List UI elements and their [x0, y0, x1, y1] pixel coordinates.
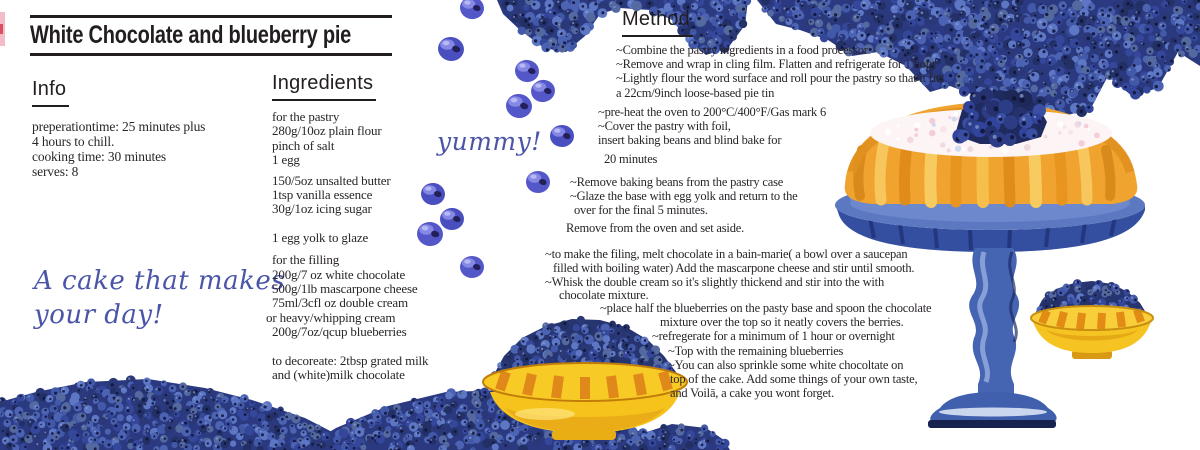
method-step: chocolate mixture. [559, 287, 649, 302]
method-paragraph [616, 43, 1200, 100]
method-step: ~pre-heat the oven to 200°C/400°F/Gas mark 6 [598, 105, 827, 119]
ingredient-line: for the pastry [272, 109, 340, 124]
method-heading: Method [622, 8, 693, 37]
yummy-script: yummy! [437, 127, 542, 156]
method-step: 20 minutes [604, 151, 658, 166]
ingredient-line: 200g/7oz/qcup blueberries [272, 324, 407, 340]
ingredient-line: 200g/7 oz white chocolate [272, 266, 406, 282]
method-step: ~Remove baking beans from the pastry case [570, 175, 784, 189]
method-step: ~Whisk the double cream so it's slightly thickend and stir into the with [545, 275, 885, 290]
ingredient-line: to decoreate: 2tbsp grated milk [272, 352, 429, 368]
recipe-title-block [30, 15, 392, 56]
pink-paint-mark [0, 12, 5, 46]
method-step: ~Lightly flour the word surface and roll pour the pastry so that it fits [616, 71, 945, 86]
info-line: cooking time: 30 minutes [32, 149, 167, 164]
ingredient-line: 1tsp vanilla essence [272, 187, 373, 203]
info-line: 4 hours to chill. [32, 134, 115, 149]
method-heading-block [622, 8, 693, 37]
info-heading: Info [32, 78, 69, 107]
method-step: ~Top with the remaining blueberries [668, 343, 844, 358]
method-step: ~Remove and wrap in cling film. Flatten and refrigerate for 1 hour [616, 57, 936, 72]
tagline-line: A cake that makes [34, 266, 286, 296]
ingredient-line: or heavy/whipping cream [266, 309, 396, 325]
tagline-script [34, 264, 285, 332]
ingredients-section [266, 72, 472, 383]
method-step: top of the cake. Add some things of your own taste, [670, 372, 918, 387]
method-step: ~refregerate for a minimum of 1 hour or overnight [652, 329, 895, 344]
tagline-line: your day! [34, 300, 164, 330]
info-section [32, 78, 282, 179]
method-paragraph [540, 301, 1200, 400]
ingredient-line: for the filling [272, 252, 340, 268]
ingredients-heading: Ingredients [272, 72, 376, 101]
method-paragraph [566, 175, 1200, 235]
method-paragraph [545, 247, 1200, 301]
method-step: ~to make the filing, melt chocolate in a bain-marie( a bowl over a saucepan [545, 247, 908, 261]
method-step: ~You can also sprinkle some white chocoltate on [668, 357, 904, 372]
method-step: filled with boiling water) Add the mascarpone cheese and stir until smooth. [553, 261, 915, 276]
method-step: mixture over the top so it neatly covers the berries. [660, 315, 904, 330]
method-step: ~Cover the pastry with foil, [598, 119, 731, 134]
ingredient-line: 1 egg yolk to glaze [272, 229, 369, 245]
page-title: White Chocolate and blueberry pie [30, 21, 352, 49]
ingredient-line: 150/5oz unsalted butter [272, 172, 391, 188]
ingredient-line: 30g/1oz icing sugar [272, 201, 372, 217]
method-step: ~Combine the pastry ingredients in a food processor [616, 43, 868, 57]
method-step: Remove from the oven and set aside. [566, 220, 745, 235]
method-step: insert baking beans and blind bake for [598, 133, 782, 148]
method-step: ~place half the blueberries on the pasty base and spoon the chocolate [600, 301, 932, 315]
method-paragraph [598, 105, 1200, 166]
ingredient-line: 75ml/3cfl oz double cream [272, 295, 408, 311]
method-step: and Voilā, a cake you wont forget. [670, 386, 834, 401]
method-step: a 22cm/9inch loose-based pie tin [616, 85, 775, 100]
ingredient-line: 1 egg [272, 152, 300, 168]
ingredient-line: 280g/10oz plain flour [272, 123, 382, 139]
ingredient-line: pinch of salt [272, 137, 335, 153]
title-rule-bottom [30, 53, 392, 56]
ingredient-line: 500g/1lb mascarpone cheese [272, 281, 418, 297]
ingredient-line: and (white)milk chocolate [272, 367, 405, 383]
method-step: ~Glaze the base with egg yolk and return to the [570, 189, 798, 204]
method-step: over for the final 5 minutes. [574, 203, 708, 218]
info-line: preperationtime: 25 minutes plus [32, 119, 206, 134]
info-line: serves: 8 [32, 164, 79, 179]
